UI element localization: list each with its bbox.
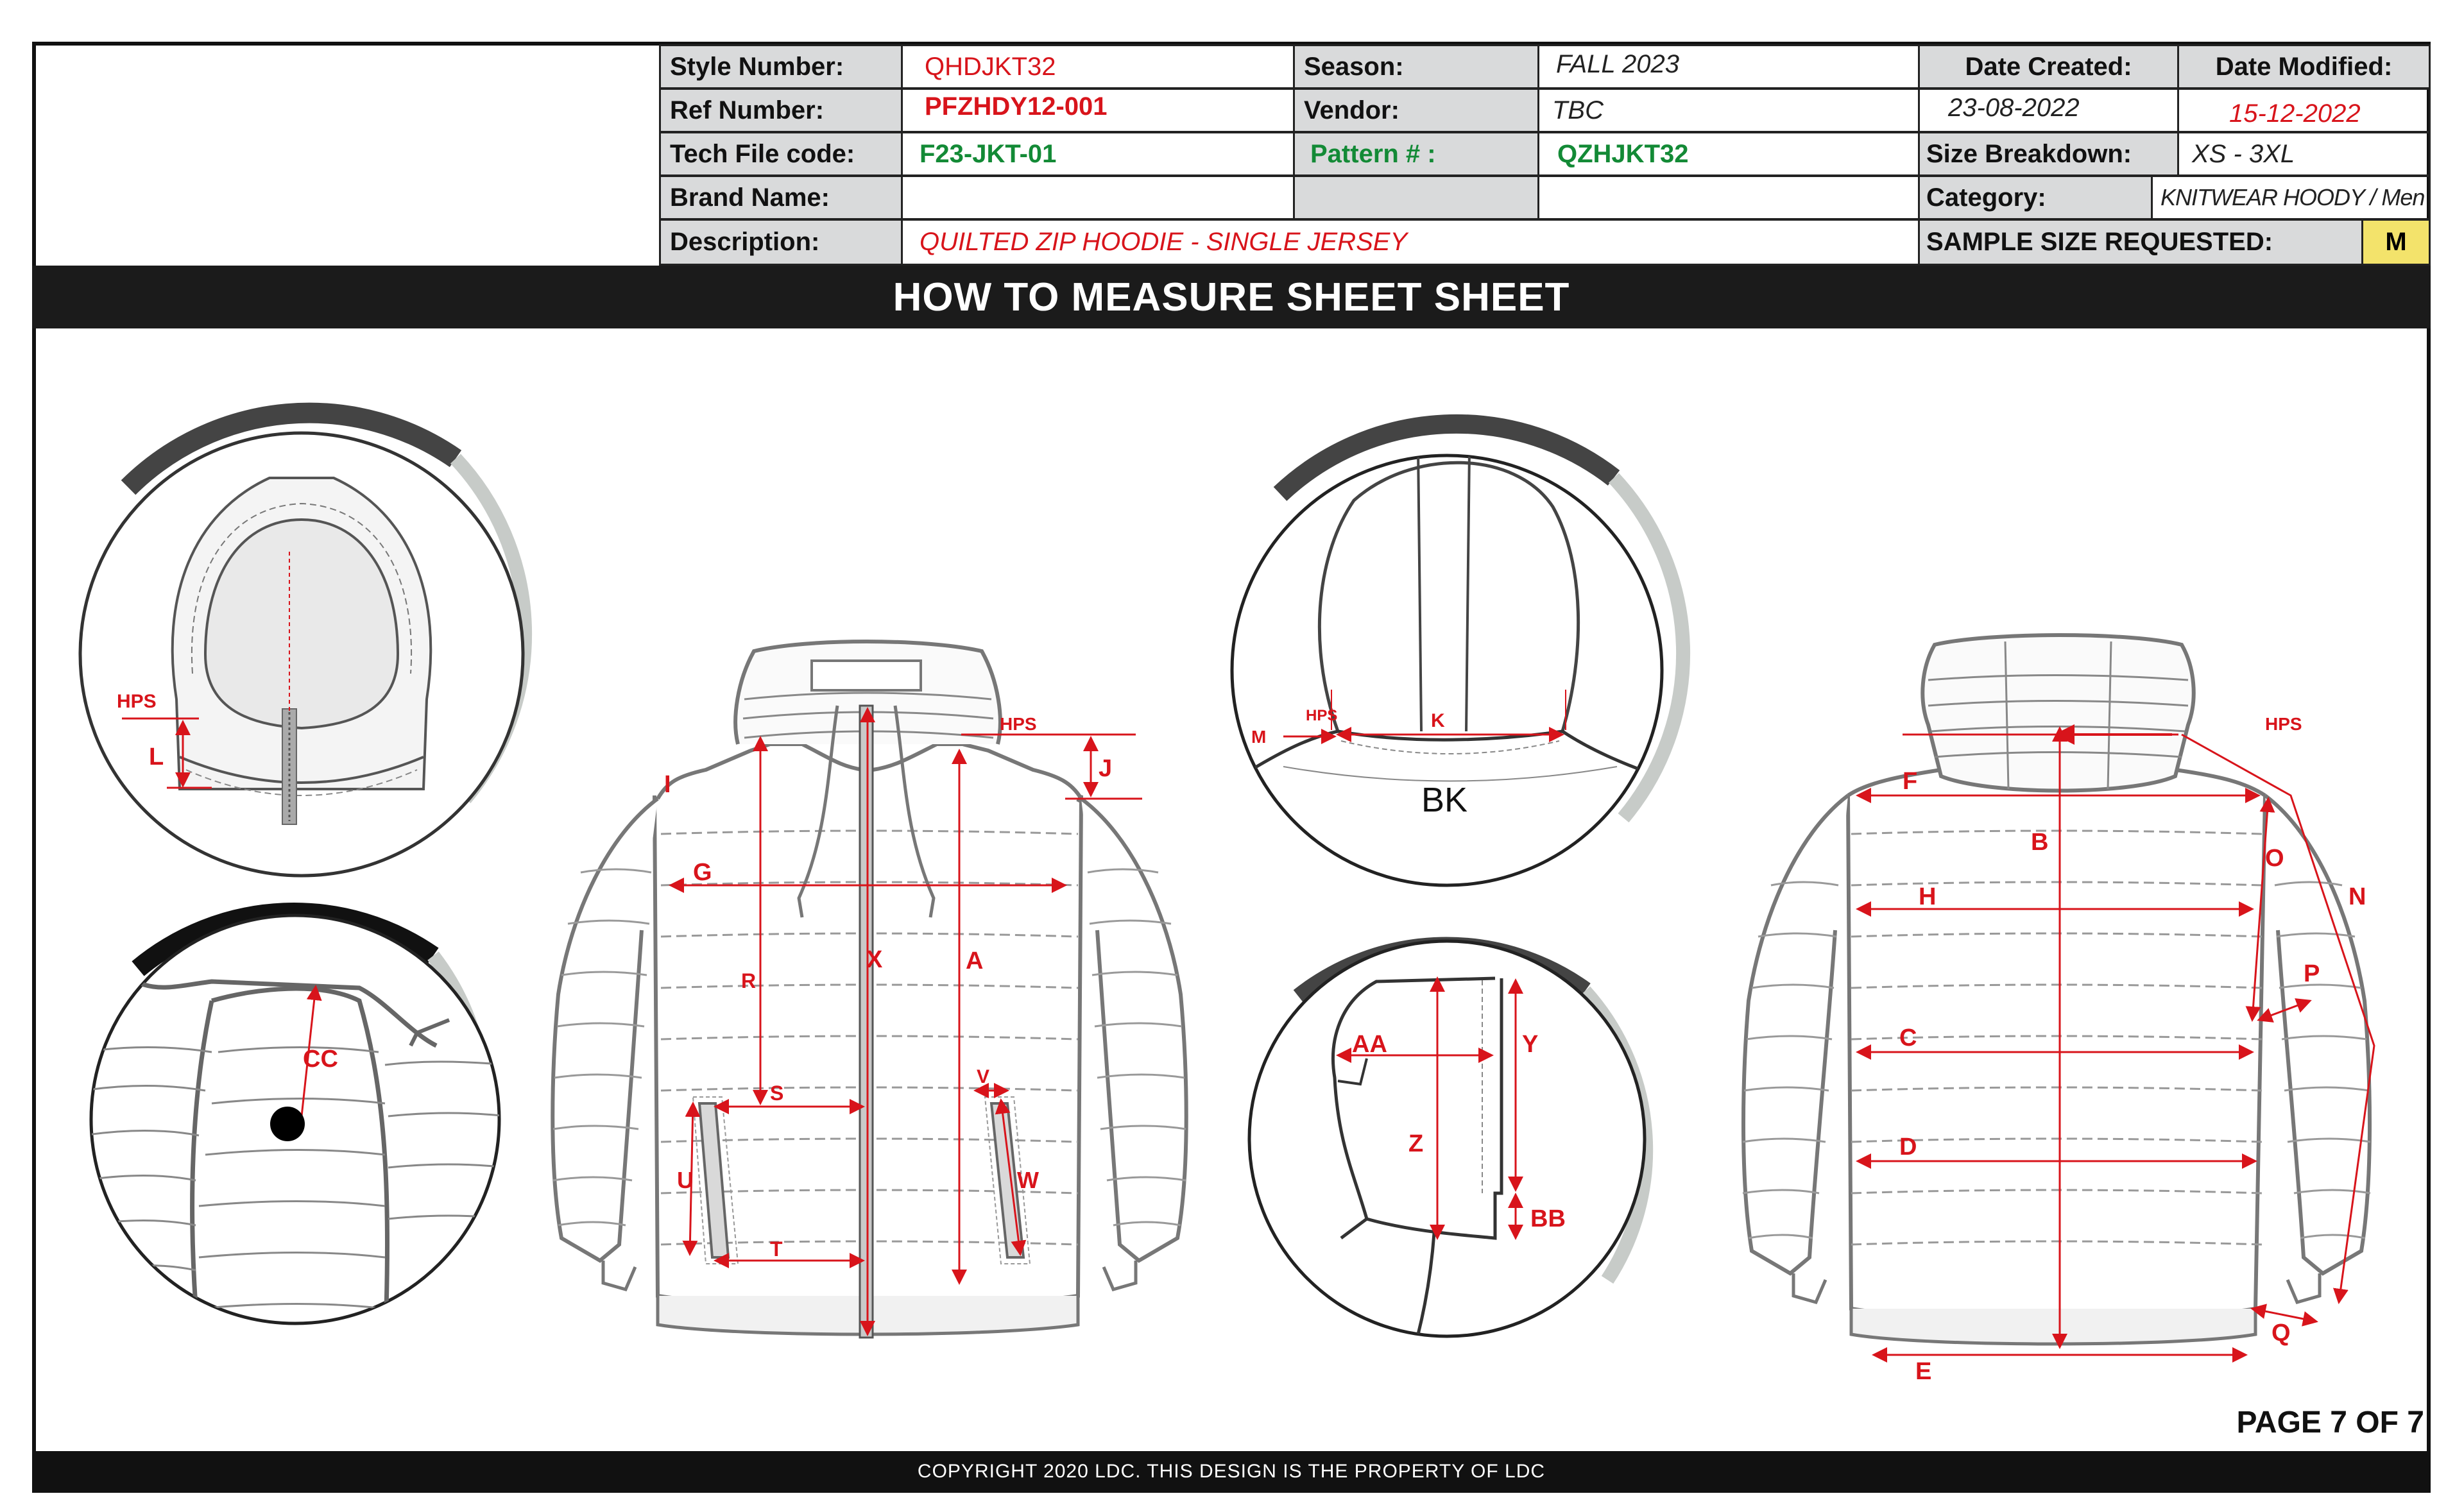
- measure-j-label: J: [1099, 755, 1113, 782]
- front-hps-label: HPS: [1000, 714, 1037, 734]
- season-label: Season:: [1293, 44, 1539, 89]
- measure-h-label: H: [1919, 883, 1937, 910]
- hood-hps-label: HPS: [117, 691, 157, 712]
- brand-name-label: Brand Name:: [659, 175, 903, 220]
- category-label: Category:: [1918, 175, 2153, 220]
- measure-w-label: W: [1017, 1167, 1039, 1193]
- tech-file-value: F23-JKT-01: [901, 132, 1295, 176]
- size-breakdown-value: XS - 3XL: [2177, 132, 2431, 176]
- back-neck-detail: [1232, 424, 1683, 885]
- hood-side-detail: [1249, 941, 1646, 1336]
- bk-hps-label: HPS: [1306, 707, 1338, 724]
- measure-m-label: M: [1251, 727, 1267, 747]
- hood-front-detail: [80, 413, 525, 876]
- measure-q-label: Q: [2272, 1320, 2291, 1347]
- measure-n-label: N: [2348, 883, 2366, 910]
- sheet-title: HOW TO MEASURE SHEET SHEET: [32, 266, 2431, 328]
- date-modified-value: 15-12-2022: [2177, 88, 2431, 133]
- measure-x-label: X: [866, 946, 883, 973]
- page-number: PAGE 7 OF 7: [2236, 1406, 2424, 1440]
- measure-b-label: B: [2031, 829, 2049, 856]
- measure-aa-label: AA: [1352, 1031, 1387, 1058]
- measure-v-label: V: [977, 1066, 990, 1087]
- measure-s-label: S: [770, 1082, 784, 1105]
- measure-o-label: O: [2265, 845, 2284, 872]
- measure-y-label: Y: [1522, 1031, 1539, 1058]
- vendor-value: TBC: [1537, 88, 1920, 133]
- pattern-label: Pattern # :: [1293, 132, 1539, 176]
- measure-r-label: R: [741, 969, 757, 992]
- tech-file-label: Tech File code:: [659, 132, 903, 176]
- back-jacket-flat: [1743, 635, 2374, 1385]
- measure-a-label: A: [966, 948, 984, 974]
- season-value: FALL 2023: [1537, 44, 1920, 89]
- date-modified-label: Date Modified:: [2177, 44, 2431, 89]
- sample-size-label: SAMPLE SIZE REQUESTED:: [1918, 219, 2363, 266]
- side-detail-circle: [1249, 941, 1645, 1336]
- measure-i-label: I: [664, 771, 671, 798]
- measure-f-label: F: [1903, 768, 1918, 795]
- measure-d-label: D: [1899, 1134, 1917, 1160]
- back-hps-label: HPS: [2265, 714, 2302, 734]
- measure-cc-label: CC: [303, 1046, 338, 1073]
- measure-e-label: E: [1915, 1358, 1932, 1385]
- size-breakdown-label: Size Breakdown:: [1918, 132, 2179, 176]
- measure-z-label: Z: [1408, 1130, 1424, 1157]
- description-value: QUILTED ZIP HOODIE - SINGLE JERSEY: [901, 219, 1920, 266]
- date-created-value: 23-08-2022: [1918, 88, 2179, 133]
- ref-number-label: Ref Number:: [659, 88, 903, 133]
- ref-number-value: PFZHDY12-001: [901, 88, 1295, 133]
- measure-k-label: K: [1431, 710, 1445, 731]
- style-number-value: QHDJKT32: [901, 44, 1295, 89]
- pattern-value: QZHJKT32: [1537, 132, 1920, 176]
- category-value: KNITWEAR HOODY / Men: [2151, 175, 2431, 220]
- copyright-footer: COPYRIGHT 2020 LDC. THIS DESIGN IS THE PROPERTY OF LDC: [32, 1451, 2431, 1492]
- back-view-label: BK: [1421, 781, 1468, 819]
- front-jacket-flat: [552, 532, 1186, 1338]
- sample-size-value: M: [2361, 219, 2431, 266]
- description-label: Description:: [659, 219, 903, 266]
- vendor-label: Vendor:: [1293, 88, 1539, 133]
- measure-g-label: G: [693, 859, 712, 886]
- cc-point-dot: [270, 1107, 305, 1141]
- style-number-label: Style Number:: [659, 44, 903, 89]
- measure-l-label: L: [149, 744, 164, 770]
- measure-bb-label: BB: [1530, 1205, 1566, 1232]
- sleeve-cc-detail: [83, 912, 507, 1347]
- measure-p-label: P: [2304, 960, 2320, 987]
- measure-t-label: T: [770, 1237, 783, 1261]
- measure-c-label: C: [1899, 1024, 1917, 1051]
- bk-detail-circle: [1232, 455, 1662, 885]
- measure-u-label: U: [677, 1167, 694, 1193]
- date-created-label: Date Created:: [1918, 44, 2179, 89]
